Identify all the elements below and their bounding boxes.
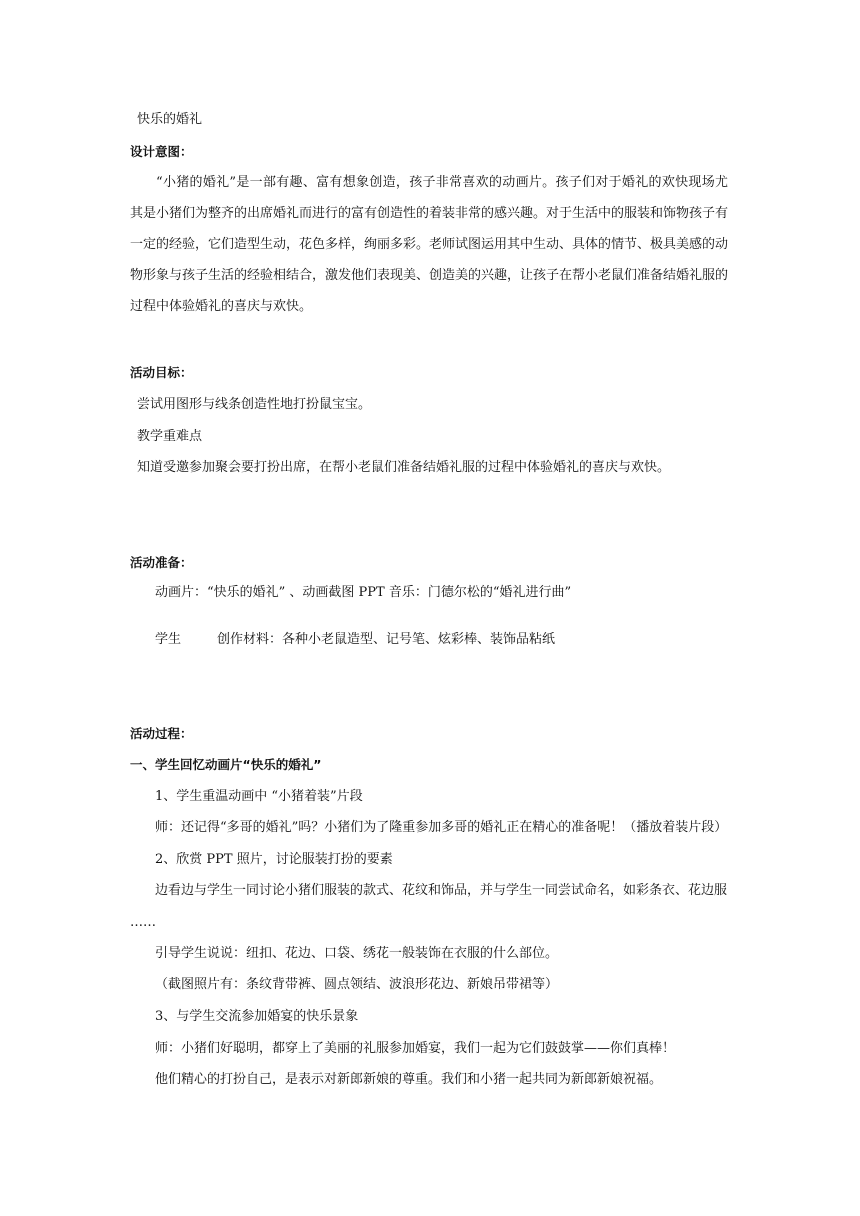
goals-heading: 活动目标： <box>130 365 193 380</box>
step-2-photos: （截图照片有：条纹背带裤、圆点领结、波浪形花边、新娘吊带裙等） <box>155 977 559 992</box>
process-section-1: 一、学生回忆动画片“快乐的婚礼” <box>130 757 322 772</box>
step-3-text: 师：小猪们好聪明，都穿上了美丽的礼服参加婚宴，我们一起为它们鼓鼓掌——你们真棒！ <box>155 1041 676 1056</box>
prep-materials-line: 动画片：“快乐的婚礼” 、动画截图 PPT 音乐：门德尔松的“婚礼进行曲” <box>155 585 572 600</box>
process-heading: 活动过程： <box>130 726 193 741</box>
step-3-title: 3、与学生交流参加婚宴的快乐景象 <box>155 1009 359 1024</box>
step-1-title: 1、学生重温动画中 “小猪着装”片段 <box>155 789 363 804</box>
step-2-text: 边看边与学生一同讨论小猪们服装的款式、花纹和饰品，并与学生一同尝试命名，如彩条衣、花边服 <box>155 883 728 898</box>
prep-student-line <box>155 631 755 649</box>
document-title: 快乐的婚礼 <box>137 112 203 127</box>
goal-item: 尝试用图形与线条创造性地打扮鼠宝宝。 <box>137 397 372 412</box>
key-points-text: 知道受邀参加聚会要打扮出席，在帮小老鼠们准备结婚礼服的过程中体验婚礼的喜庆与欢快。 <box>137 460 671 475</box>
design-heading: 设计意图： <box>130 144 193 159</box>
key-points-label: 教学重难点 <box>137 429 203 444</box>
step-2-text-ellipsis: …… <box>130 915 156 930</box>
prep-student-label: 学生 <box>155 632 182 647</box>
step-1-text: 师：还记得“多哥的婚礼”吗？小猪们为了隆重参加多哥的婚礼正在精心的准备呢！（播放着装片段） <box>155 820 728 835</box>
step-2-title: 2、欣赏 PPT 照片，讨论服装打扮的要素 <box>155 852 393 867</box>
step-2-guide: 引导学生说说：纽扣、花边、口袋、绣花一般装饰在衣服的什么部位。 <box>155 946 559 961</box>
prep-student-materials: 创作材料：各种小老鼠造型、记号笔、炫彩棒、装饰品粘纸 <box>217 632 556 647</box>
design-paragraph: “小猪的婚礼”是一部有趣、富有想象创造，孩子非常喜欢的动画片。孩子们对于婚礼的欢快现场尤其是小猪们为整齐的出席婚礼而进行的富有创造性的着装非常的感兴趣。对于生活中的服装和饰物孩子有一定的经验，它们造型生动，花色多样，绚丽多彩。老师试图运用其中生动、具体的情节、极具美感的动物形象与孩子生活的经验相结合，激发他们表现美、创造美的兴趣，让孩子在帮小老鼠们准备结婚礼服的过程中体验婚礼的喜庆与欢快。 <box>130 175 729 314</box>
prep-heading: 活动准备： <box>130 555 193 570</box>
step-3-text-2: 他们精心的打扮自己，是表示对新郎新娘的尊重。我们和小猪一起共同为新郎新娘祝福。 <box>155 1072 663 1087</box>
